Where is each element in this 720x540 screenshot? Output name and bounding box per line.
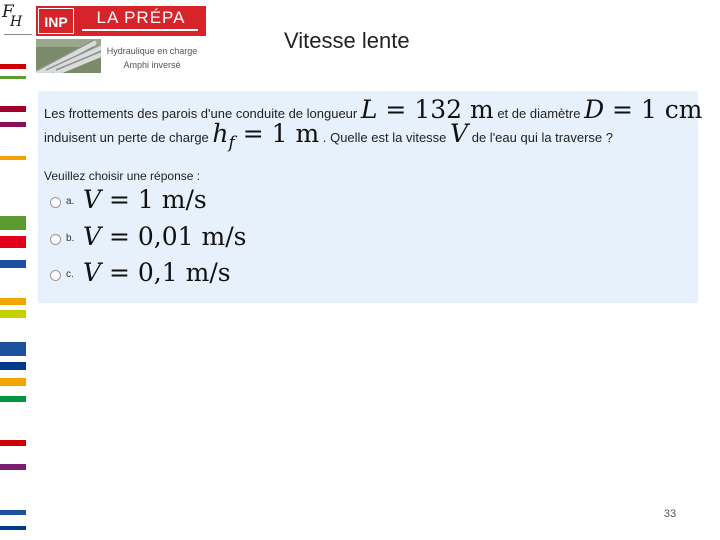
color-stripe xyxy=(0,64,26,69)
color-stripe xyxy=(0,378,26,386)
option-letter: a. xyxy=(66,196,75,207)
option-value: V = 0,1 m/s xyxy=(83,258,231,287)
quiz-panel xyxy=(38,91,703,303)
color-stripe xyxy=(0,156,26,160)
decorative-color-strip xyxy=(0,60,26,540)
length-formula: L = 132 m xyxy=(360,95,494,124)
color-stripe xyxy=(0,216,26,230)
radio-button-b[interactable] xyxy=(50,234,61,245)
option-value: V = 0,01 m/s xyxy=(83,222,247,251)
color-stripe xyxy=(0,440,26,446)
prepa-underline xyxy=(82,29,198,31)
color-stripe xyxy=(0,260,26,268)
pipes-photo xyxy=(36,39,101,73)
option-value: V = 1 m/s xyxy=(83,185,207,214)
subtitle-line-1: Hydraulique en charge xyxy=(106,46,198,56)
color-stripe xyxy=(0,342,26,356)
color-stripe xyxy=(0,464,26,470)
page-number: 33 xyxy=(663,508,677,520)
color-stripe xyxy=(0,236,26,248)
question-text-part-3: induisent un perte de charge xyxy=(44,130,209,145)
color-stripe xyxy=(0,362,26,370)
choose-answer-prompt: Veuillez choisir une réponse : xyxy=(44,169,201,183)
color-stripe xyxy=(0,298,26,305)
question-text-part-1: Les frottements des parois d'une conduite de longueur xyxy=(44,106,358,121)
school-logo-icon: F H xyxy=(2,2,34,42)
question-line-2 xyxy=(44,119,613,153)
color-stripe xyxy=(0,106,26,112)
color-stripe xyxy=(0,526,26,530)
question-text-part-5: de l'eau qui la traverse ? xyxy=(471,130,613,145)
color-stripe xyxy=(0,76,26,79)
diameter-formula: D = 1 cm xyxy=(584,95,703,124)
head-loss-formula: $h_f = 1$ m xyxy=(212,119,320,153)
option-letter: b. xyxy=(66,233,75,244)
option-letter: c. xyxy=(66,269,74,280)
inp-prepa-logo xyxy=(36,6,206,36)
slide-title: Vitesse lente xyxy=(284,28,410,53)
velocity-symbol: V xyxy=(450,119,469,148)
color-stripe xyxy=(0,396,26,402)
radio-button-c[interactable] xyxy=(50,270,61,281)
inp-logo-text: INP xyxy=(38,8,74,34)
color-stripe xyxy=(0,122,26,127)
course-subtitle xyxy=(104,44,200,72)
question-text-part-2: et de diamètre xyxy=(497,106,581,121)
radio-button-a[interactable] xyxy=(50,197,61,208)
color-stripe xyxy=(0,310,26,318)
prepa-logo-text: LA PRÉPA xyxy=(96,8,186,27)
color-stripe xyxy=(0,510,26,515)
question-text-part-4: . Quelle est la vitesse xyxy=(322,130,447,145)
subtitle-line-2: Amphi inversé xyxy=(123,60,181,70)
